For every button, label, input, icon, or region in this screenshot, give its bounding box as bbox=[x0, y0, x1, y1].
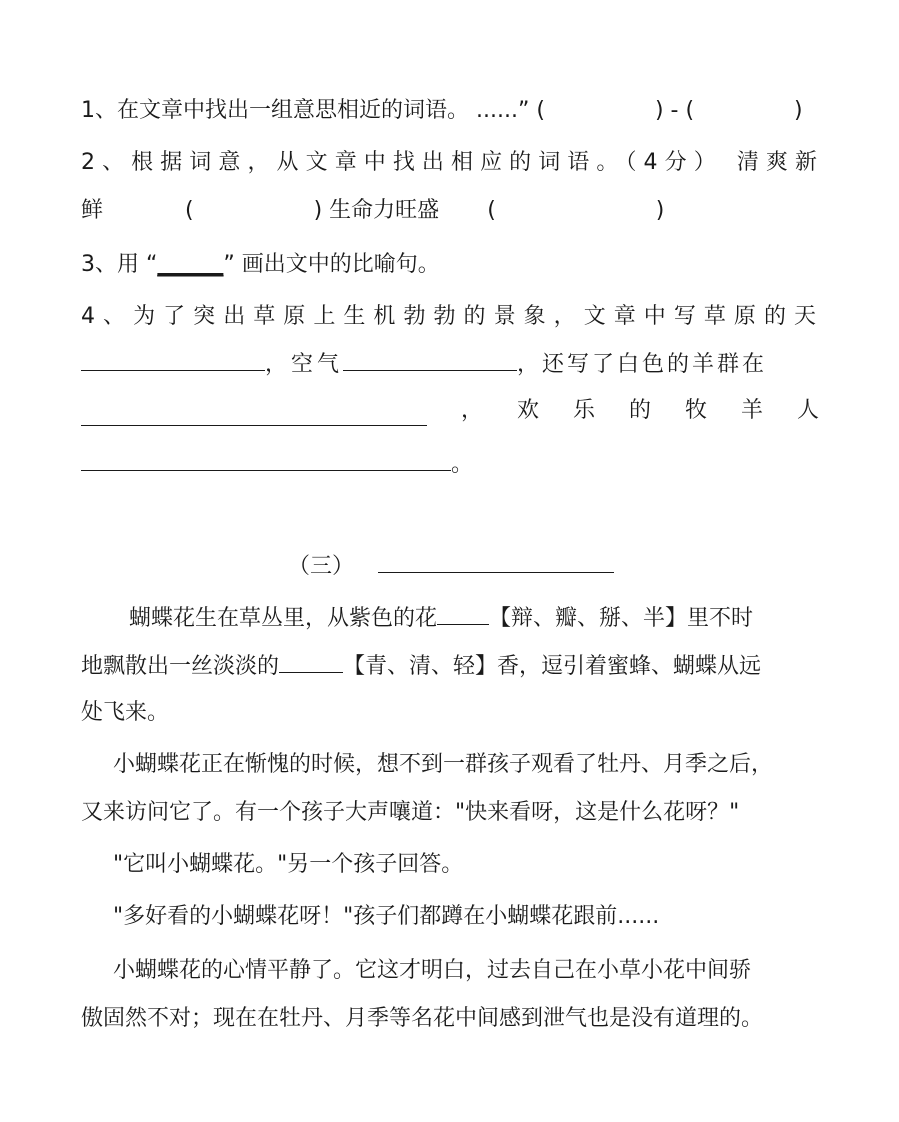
passage-p1-line-3: 处飞来。 bbox=[81, 700, 170, 725]
question-2-line-1: 2、根据词意，从文章中找出相应的词语。（4分） 清爽新 bbox=[81, 150, 819, 175]
passage-options: 【辩、瓣、掰、半】里不时 bbox=[489, 606, 754, 631]
passage-p3: "它叫小蝴蝶花。"另一个孩子回答。 bbox=[113, 852, 464, 877]
question-3-suffix: ” 画出文中的比喻句。 bbox=[223, 252, 440, 277]
sky-answer-blank[interactable] bbox=[81, 348, 265, 371]
fragrance-answer-blank[interactable] bbox=[279, 650, 343, 673]
herder-answer-blank[interactable] bbox=[81, 448, 451, 471]
question-4-line-3 bbox=[81, 396, 819, 426]
question-4-word-5: 羊 bbox=[740, 398, 763, 423]
question-1 bbox=[81, 96, 819, 126]
question-2-vitality: ) 生命力旺盛 bbox=[313, 198, 440, 223]
section-title: （三） bbox=[288, 554, 355, 579]
question-4-word-4: 牧 bbox=[684, 398, 707, 423]
question-2-paren-open-1: ( bbox=[185, 198, 194, 223]
question-2-paren-close-2: ) bbox=[655, 198, 665, 223]
sheep-answer-blank[interactable] bbox=[81, 403, 427, 426]
passage-text: 地飘散出一丝淡淡的 bbox=[81, 654, 280, 679]
passage-text: 蝴蝶花生在草丛里，从紫色的花 bbox=[129, 606, 438, 631]
passage-p4: "多好看的小蝴蝶花呀！"孩子们都蹲在小蝴蝶花跟前...... bbox=[113, 904, 660, 929]
air-answer-blank[interactable] bbox=[343, 348, 517, 371]
question-3-blank: ______ bbox=[157, 252, 224, 277]
question-4-word-1: 欢 bbox=[516, 398, 539, 423]
passage-p5-line-2: 傲固然不对；现在在牡丹、月季等名花中间感到泄气也是没有道理的。 bbox=[81, 1006, 764, 1031]
section-heading bbox=[288, 550, 628, 582]
question-4-sheep-label: ，还写了白色的羊群在 bbox=[517, 352, 768, 377]
passage-p5-line-1: 小蝴蝶花的心情平静了。它这才明白，过去自己在小草小花中间骄 bbox=[113, 958, 752, 983]
passage-p2-line-2: 又来访问它了。有一个孩子大声嚷道："快来看呀，这是什么花呀？" bbox=[81, 800, 740, 825]
section-title-blank[interactable] bbox=[378, 550, 614, 573]
question-3-prefix: 3、用 “ bbox=[81, 252, 158, 277]
question-4-word-2: 乐 bbox=[572, 398, 595, 423]
question-3 bbox=[81, 250, 819, 280]
question-2-line-2 bbox=[81, 196, 819, 226]
passage-p2-line-1: 小蝴蝶花正在惭愧的时候，想不到一群孩子观看了牡丹、月季之后， bbox=[113, 752, 774, 777]
question-4-air-label: ，空气 bbox=[265, 352, 344, 377]
question-2-paren-open-2: ( bbox=[487, 198, 496, 223]
passage-p1-line-2 bbox=[81, 650, 819, 682]
question-2-fresh: 鲜 bbox=[81, 198, 104, 223]
question-4-line-1: 4、为了突出草原上生机勃勃的景象，文章中写草原的天 bbox=[81, 304, 819, 329]
question-4-line-2 bbox=[81, 348, 819, 380]
question-1-end: ) bbox=[794, 98, 803, 123]
question-4-end: 。 bbox=[451, 452, 474, 477]
question-4-word-6: 人 bbox=[796, 398, 819, 423]
passage-p1-line-1 bbox=[129, 602, 819, 634]
question-4-comma: ， bbox=[460, 398, 483, 423]
question-1-text: 1、在文章中找出一组意思相近的词语。 ......” ( bbox=[81, 98, 545, 123]
question-4-word-3: 的 bbox=[628, 398, 651, 423]
question-4-line-4 bbox=[81, 448, 819, 480]
passage-options: 【青、清、轻】香，逗引着蜜蜂、蝴蝶从远 bbox=[343, 654, 762, 679]
question-1-mid: ) - ( bbox=[654, 98, 695, 123]
petal-answer-blank[interactable] bbox=[437, 602, 489, 625]
